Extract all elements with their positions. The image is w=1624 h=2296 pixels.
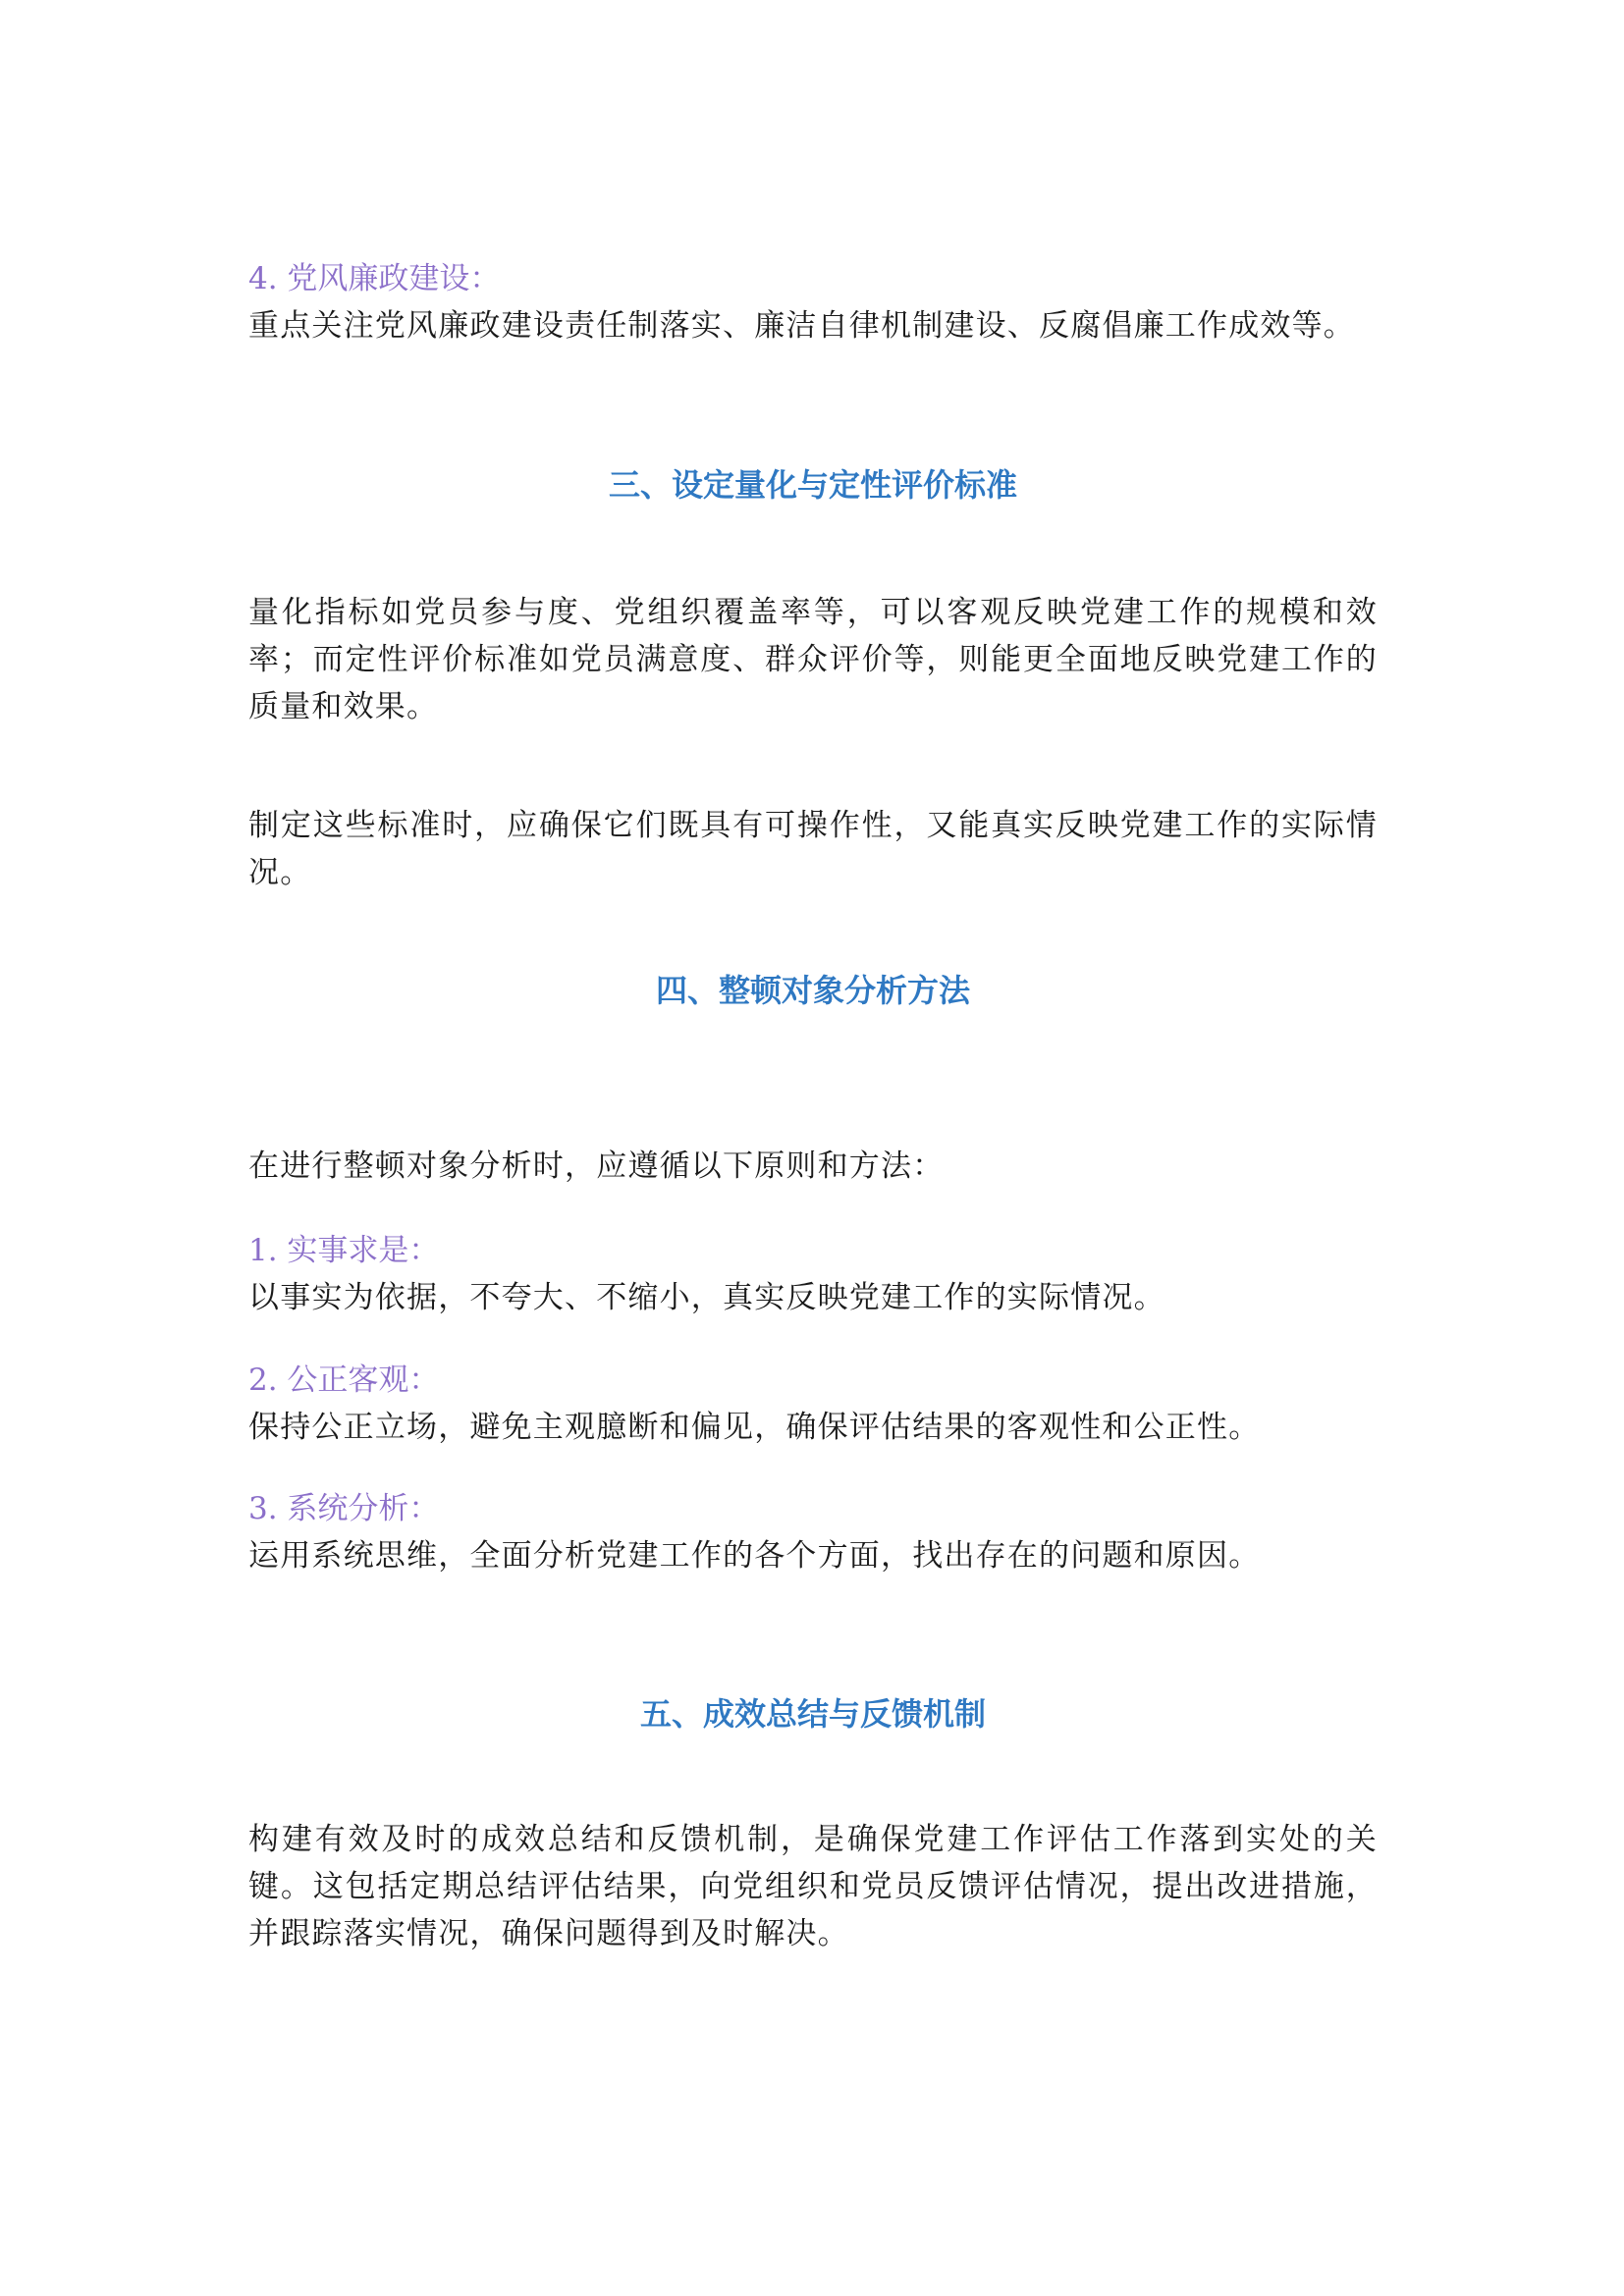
section-4-item-2-subhead: 2. 公正客观：: [248, 1362, 440, 1398]
item-4-subhead: 4. 党风廉政建设：: [248, 261, 501, 296]
section-3-para-1-block: [248, 589, 1378, 730]
section-4-item-2-body: 保持公正立场，避免主观臆断和偏见，确保评估结果的客观性和公正性。: [248, 1410, 1261, 1445]
section-4-heading: 四、整顿对象分析方法: [655, 972, 970, 1009]
section-3-para-1: 量化指标如党员参与度、党组织覆盖率等，可以客观反映党建工作的规模和效率；而定性评价标准如党员满意度、群众评价等，则能更全面地反映党建工作的质量和效果。: [248, 595, 1378, 724]
section-4-item-3: [248, 1485, 1378, 1579]
section-5-para-1-block: [248, 1816, 1378, 1957]
section-5-para-1: 构建有效及时的成效总结和反馈机制，是确保党建工作评估工作落到实处的关键。这包括定期总结评估结果，向党组织和党员反馈评估情况，提出改进措施，并跟踪落实情况，确保问题得到及时解决。: [248, 1822, 1378, 1951]
section-4-item-3-body: 运用系统思维，全面分析党建工作的各个方面，找出存在的问题和原因。: [248, 1538, 1261, 1574]
item-4-body: 重点关注党风廉政建设责任制落实、廉洁自律机制建设、反腐倡廉工作成效等。: [248, 308, 1355, 344]
section-3-para-2-block: [248, 802, 1378, 896]
section-5-heading: 五、成效总结与反馈机制: [639, 1695, 986, 1733]
section-4-item-3-subhead: 3. 系统分析：: [248, 1491, 440, 1526]
section-4-intro: 在进行整顿对象分析时，应遵循以下原则和方法：: [248, 1148, 945, 1184]
section-3-para-2: 制定这些标准时，应确保它们既具有可操作性，又能真实反映党建工作的实际情况。: [248, 808, 1378, 890]
section-4-item-1-subhead: 1. 实事求是：: [248, 1233, 440, 1268]
section-4-intro-block: [248, 1143, 1378, 1190]
section-3-heading: 三、设定量化与定性评价标准: [608, 466, 1017, 504]
section-4-item-1-body: 以事实为依据，不夸大、不缩小，真实反映党建工作的实际情况。: [248, 1280, 1165, 1315]
section-4-item-1: [248, 1227, 1378, 1321]
item-4-block: [248, 255, 1378, 349]
section-4-item-2: [248, 1357, 1378, 1451]
